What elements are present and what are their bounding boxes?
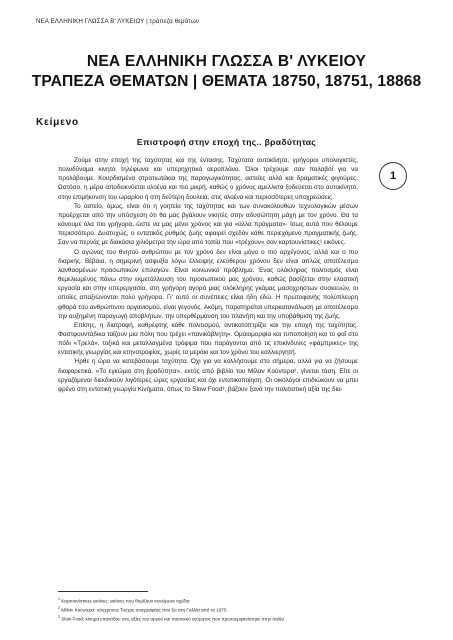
- page-number-badge: [379, 162, 407, 190]
- text-title: Επιστροφή στην εποχή της.. βραδύτητας: [136, 137, 317, 147]
- title-line-1: ΝΕΑ ΕΛΛΗΝΙΚΗ ΓΛΩΣΣΑ Β' ΛΥΚΕΙΟΥ: [86, 53, 367, 70]
- title-line-2: ΤΡΑΠΕΖΑ ΘΕΜΑΤΩΝ | ΘΕΜΑΤΑ 18750, 18751, 18868: [31, 73, 422, 90]
- body-text: [58, 156, 358, 394]
- footnotes: [58, 596, 378, 623]
- document-title: [0, 52, 453, 92]
- paragraph: Ήρθε η ώρα να κατεβάσουμε ταχύτητα. Όχι για να κολλήσουμε στο σήμερα, αλλά για να ζήσουμε διαφορετικά. «Το εγκώμιο στη βραδύτητα», εκτός από βιβλίο του Μίλαν Κούντερα², γίνεται τάση. Είτε οι εργαζόμενοι διεκδικούν λιγότερες ώρες εργασίας και όχι εντατικοποίηση. Οι οικολόγοι επιδιώκουν να μπει φρένο στη εντατική γεωργία Κινήματα, όπως το Slow Food³, βάζουν ξανά την πολιτιστική αξία της δια-: [58, 358, 358, 393]
- footnote: $^2$ Μίλαν Κούντερα: σύγχρονος Τσέχος συγγραφέας που ζει στη Γαλλία από το 1975: [58, 606, 227, 613]
- section-label: Κείμενο: [36, 117, 79, 128]
- page-number: 1: [389, 170, 397, 182]
- footnote-divider: [58, 591, 148, 592]
- paragraph: Ζούμε στην εποχή της ταχύτητας και της έντασης. Ταχύτατα αυτοκίνητα, γρήγοροι υπολογιστές, πολυδύναμα κινητά τηλέφωνα και υπερηχητικά αεροπλάνα. Όλοι τρέχουμε σαν παλαβοί για να προλάβουμε. Κουρδισμένα στρατιωτάκια της παραγωγικότητας, αστείες αλλά και δραματικές φιγούρες. Ωστόσο, η μέρα αποδεικνύεται ολοένα και πιο μικρή, καθώς ο χρόνος αμελλκτα ξοδεύεται στο αυτοκίνητο, στην επιμήκυνση του ωραρίου ή στη δεύτερη δουλειά, στις ολοένα και περισσότερες υποχρεώσεις.: [58, 157, 358, 201]
- running-header: ΝΕΑ ΕΛΛΗΝΙΚΗ ΓΛΩΣΣΑ Β' ΛΥΚΕΙΟΥ | τράπεζα θεμάτων: [36, 18, 199, 25]
- footnote: $^1$ Καρτουνίστικες εικόνες: εικόνες που θυμίζουν κινούμενα σχέδια: [58, 597, 190, 604]
- paragraph: Επίσης, η διατροφή, καθρέφτης κάθε πολιτισμού, αντικατοπτρίζει και την εποχή της ταχύτητας. Φαστφουντάδικα ταΐζουν μια πόλη που τρέχει «πανικόβλητη». Ομοιομορφία και τυποποίηση και το φαΐ στο πόδι «Τρελά», τοξικά και μεταλλαγμένα τρόφιμα που παράγονται από τις επικίνδυνες «φάμπρικες» της εντατικής γεωργίας και κτηνοτροφίας, χωρίς το μεράκι και τον χρόνο του καλλιεργητή.: [58, 321, 358, 357]
- paragraph: Ο αγώνας του θνητού ανθρώπου με τον χρόνο δεν είναι μόνο ο πιο αρχέγονος, αλλά και ο πιο διαρκής. Βέβαια, η σημερινή ασφυξία λόγω έλλειψης ελεύθερου χρόνου δεν είναι απλώς αποτέλεσμα λανθασμένων προσωπικών επιλογών. Είναι κοινωνικό πρόβλημα. Ένας ολόκληρος πολιτισμός είναι θεμελιωμένος πάνω στην εκμετάλλευση του προσωπικού μας χρόνου, καθώς βασίζεται στην ελαστική εργασία και στην υπερεργασία, στη γρήγορη αγορά μιας ολόκληρης γκάμας μασοχρηστων συσκευών, οι οποίες απαξιώνονται πολύ γρήγορα. Γι' αυτό οι συνέπειες είναι ήδη εδώ. Η πρωτοφανής πολύπλευρη φθορά του ανθρώπινου οργανισμού, είναι γεγονός. Ακόμη, παρατηρείται υπερκατανάλωση με αποτέλεσμα την αυξημένη παραγωγή αποβλήτων, την υπερθέρμανση του πλανήτη και την υποβάθμιση της ζωής.: [58, 248, 358, 320]
- paragraph: Το αστείο, όμως, είναι ότι η γοητεία της ταχύτητας και των συνακόλουθων τεχνολογικών μέσων προέρχεται από την υπόσχεση ότι θα μας βγάλουν νικητές στην αδυσώπητη μάχη με τον χρόνο. Θα τα κάνουμε όλα πιο γρήγορα, ώστε να μας μένει χρόνος και για «άλλα πράγματα»· ίσως αυτά που θέλουμε περισσότερο. Δυστυχώς, ο εντατικός ρυθμός ζωής αφαιρεί σχεδόν κάθε περιεχόμενο πραγματικής ζωής. Σαν να περνάς με διακόσια χιλιόμετρα την ώρα από τοπία που «τρέχουν» σαν καρτουνίστικες¹ εικόνες.: [58, 202, 358, 247]
- footnote: $^3$ Slow Food: κίνημα επανόδου στις αξίες του αργού και ποιοτικού γεύματος που πρωτοεμφανίστηκε στην Ιταλία: [58, 615, 284, 622]
